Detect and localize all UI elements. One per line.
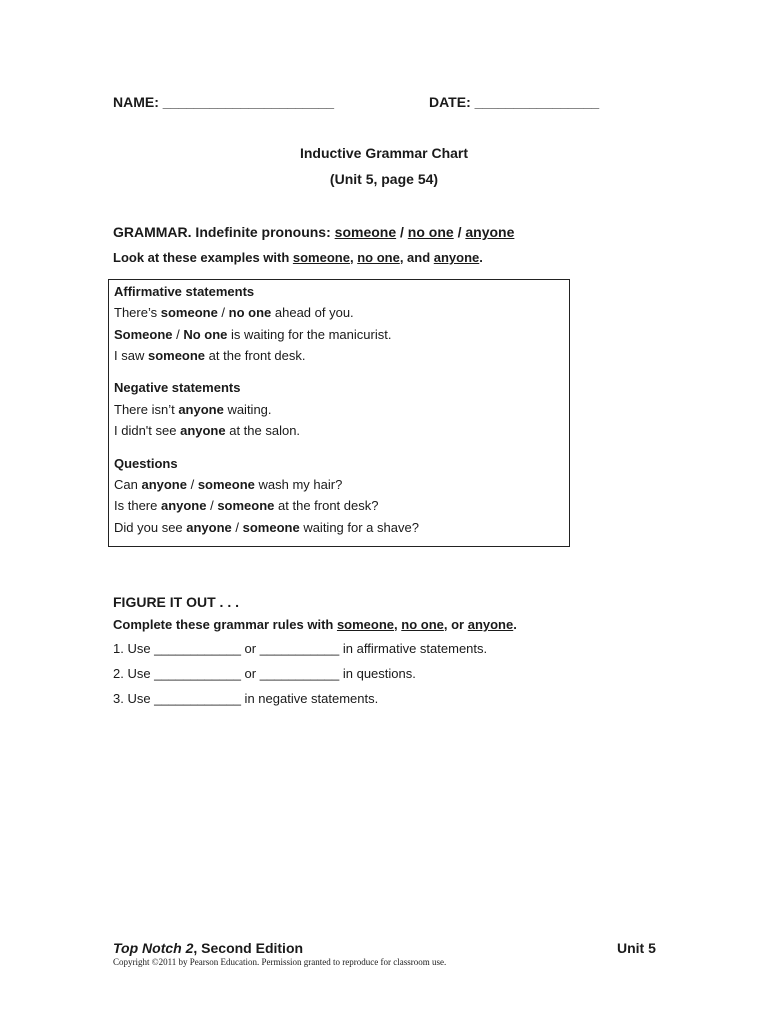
text: There’s bbox=[114, 305, 161, 320]
text: I didn't see bbox=[114, 423, 181, 438]
examples-instruction bbox=[113, 250, 483, 265]
negative-heading: Negative statements bbox=[114, 380, 241, 395]
text: / bbox=[231, 520, 243, 535]
text: / bbox=[186, 477, 198, 492]
text: at the front desk? bbox=[274, 498, 379, 513]
text: waiting. bbox=[223, 402, 272, 417]
pronoun: Someone bbox=[114, 327, 173, 342]
affirmative-example-1 bbox=[114, 305, 354, 320]
text: / bbox=[172, 327, 184, 342]
instr-word-someone: someone bbox=[336, 617, 395, 632]
pronoun: anyone bbox=[178, 402, 224, 417]
look-word-someone: someone bbox=[292, 250, 350, 265]
affirmative-example-3 bbox=[114, 348, 306, 363]
pronoun: anyone bbox=[186, 520, 232, 535]
pronoun: no one bbox=[228, 305, 272, 320]
text: at the salon. bbox=[225, 423, 301, 438]
look-comma-and: , and bbox=[399, 250, 434, 265]
text: is waiting for the manicurist. bbox=[227, 327, 392, 342]
questions-example-1 bbox=[114, 477, 342, 492]
look-period: . bbox=[479, 250, 483, 265]
pronoun: anyone bbox=[160, 498, 207, 513]
text: wash my hair? bbox=[254, 477, 343, 492]
date-field bbox=[429, 94, 599, 110]
text: at the front desk. bbox=[205, 348, 306, 363]
grammar-sep: / bbox=[396, 224, 408, 240]
grammar-word-no-one: no one bbox=[407, 224, 454, 240]
look-comma: , bbox=[349, 250, 358, 265]
examples-box bbox=[108, 279, 570, 547]
book-edition: , Second Edition bbox=[193, 940, 304, 956]
instr-comma: , bbox=[394, 617, 402, 632]
pronoun: someone bbox=[147, 348, 206, 363]
instr-comma-or: , or bbox=[443, 617, 468, 632]
text: Is there bbox=[114, 498, 161, 513]
text: There isn’t bbox=[114, 402, 179, 417]
pronoun: No one bbox=[183, 327, 228, 342]
page-subtitle: (Unit 5, page 54) bbox=[329, 171, 439, 187]
text: waiting for a shave? bbox=[299, 520, 419, 535]
rule-1: 1. Use ____________ or ___________ in affirmative statements. bbox=[113, 641, 488, 656]
grammar-heading bbox=[113, 224, 514, 240]
pronoun: someone bbox=[217, 498, 275, 513]
instr-prefix: Complete these grammar rules with bbox=[113, 617, 337, 632]
affirmative-heading: Affirmative statements bbox=[114, 284, 255, 299]
footer-book-title bbox=[113, 940, 303, 956]
text: Did you see bbox=[114, 520, 187, 535]
book-title: Top Notch 2 bbox=[113, 940, 194, 956]
rule-2: 2. Use ____________ or ___________ in questions. bbox=[113, 666, 416, 681]
copyright-notice: Copyright ©2011 by Pearson Education. Permission granted to reproduce for classroom use. bbox=[113, 957, 447, 967]
negative-example-2 bbox=[114, 423, 300, 438]
grammar-prefix: GRAMMAR. Indefinite pronouns: bbox=[113, 224, 335, 240]
pronoun: someone bbox=[197, 477, 255, 492]
figure-it-out-instruction bbox=[113, 617, 517, 632]
figure-it-out-heading: FIGURE IT OUT . . . bbox=[113, 594, 239, 610]
text: / bbox=[217, 305, 229, 320]
date-blank: ________________ bbox=[474, 94, 600, 110]
questions-heading: Questions bbox=[114, 456, 178, 471]
look-prefix: Look at these examples with bbox=[113, 250, 293, 265]
name-field bbox=[113, 94, 334, 110]
pronoun: someone bbox=[160, 305, 218, 320]
pronoun: someone bbox=[242, 520, 300, 535]
questions-example-2 bbox=[114, 498, 378, 513]
look-word-anyone: anyone bbox=[433, 250, 480, 265]
name-blank: ______________________ bbox=[162, 94, 335, 110]
instr-period: . bbox=[513, 617, 517, 632]
grammar-sep: / bbox=[453, 224, 466, 240]
page-title: Inductive Grammar Chart bbox=[299, 145, 469, 161]
affirmative-example-2 bbox=[114, 327, 391, 342]
instr-word-anyone: anyone bbox=[467, 617, 514, 632]
name-label: NAME: bbox=[113, 94, 159, 110]
text: ahead of you. bbox=[271, 305, 354, 320]
negative-example-1 bbox=[114, 402, 272, 417]
text: I saw bbox=[114, 348, 148, 363]
questions-example-3 bbox=[114, 520, 419, 535]
text: / bbox=[206, 498, 218, 513]
pronoun: anyone bbox=[141, 477, 187, 492]
grammar-word-anyone: anyone bbox=[465, 224, 515, 240]
rule-3: 3. Use ____________ in negative statements. bbox=[113, 691, 379, 706]
pronoun: anyone bbox=[180, 423, 226, 438]
look-word-no-one: no one bbox=[357, 250, 400, 265]
footer-unit: Unit 5 bbox=[617, 940, 656, 956]
text: Can bbox=[114, 477, 142, 492]
instr-word-no-one: no one bbox=[401, 617, 444, 632]
date-label: DATE: bbox=[429, 94, 471, 110]
grammar-word-someone: someone bbox=[334, 224, 397, 240]
